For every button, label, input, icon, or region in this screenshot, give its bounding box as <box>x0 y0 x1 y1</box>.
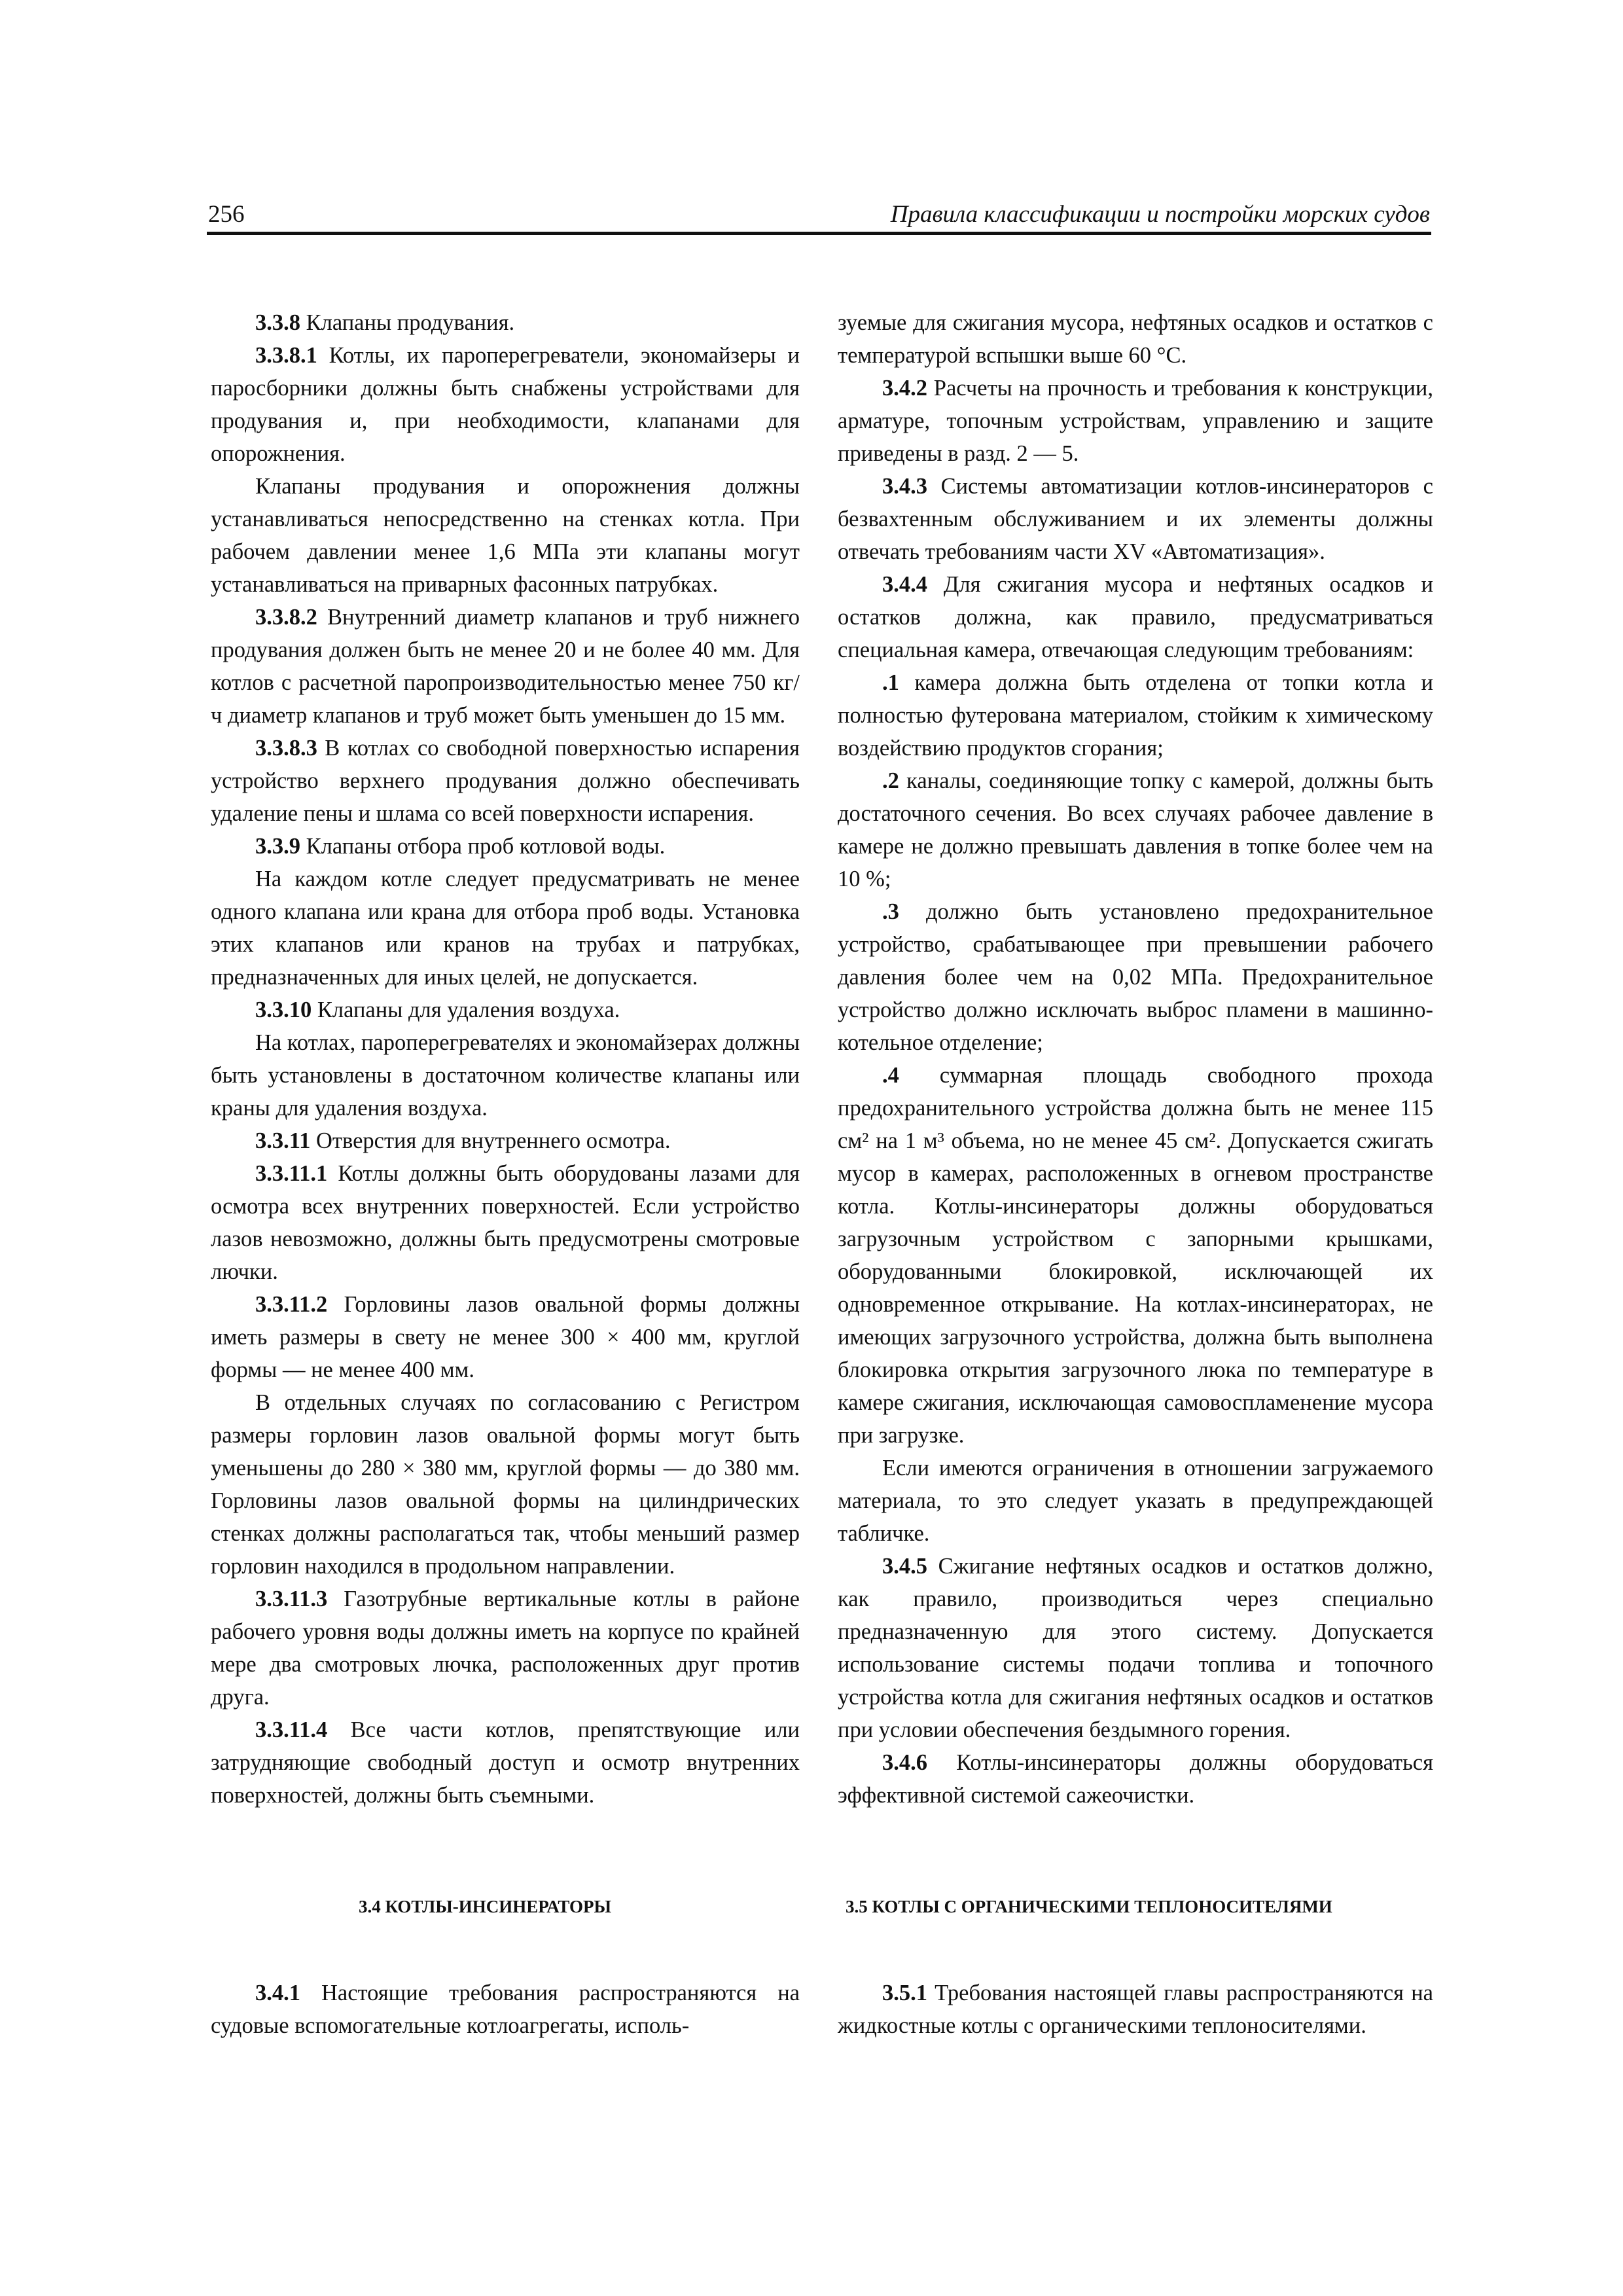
clause-text: В отдельных случаях по согласованию с Регистром размеры горловин лазов овальной формы могут быть уменьшены до 280 × 380 мм, круглой формы — до 380 мм. Горловины лазов овальной формы на цилиндрических стенках должны располагаться так, чтобы меньший размер горловин находился в продольном направлении. <box>211 1390 800 1579</box>
paragraph <box>838 470 1433 568</box>
paragraph <box>838 764 1433 895</box>
clause-text: Газотрубные вертикальные котлы в районе рабочего уровня воды должны иметь на корпусе по крайней мере два смотровых лючка, расположенных друг против друга. <box>211 1587 800 1710</box>
paragraph <box>211 863 800 994</box>
clause-number: 3.4.1 <box>255 1981 300 2005</box>
section-heading-3-4: 3.4 КОТЛЫ-ИНСИНЕРАТОРЫ <box>359 1897 612 1916</box>
left-column <box>211 306 800 1812</box>
clause-number: 3.4.2 <box>882 376 927 401</box>
clause-number: .2 <box>882 768 899 793</box>
clause-number: 3.3.8.2 <box>255 605 317 630</box>
clause-text: Котлы должны быть оборудованы лазами для осмотра всех внутренних поверхностей. Если устройство лазов невозможно, должны быть предусмотрены смотровые лючки. <box>211 1161 800 1284</box>
paragraph <box>211 830 800 863</box>
running-title: Правила классификации и постройки морских судов <box>890 201 1430 228</box>
clause-number: 3.3.11.3 <box>255 1587 328 1611</box>
clause-text: зуемые для сжигания мусора, нефтяных осадков и остатков с температурой вспышки выше 60 °С. <box>838 310 1433 368</box>
clause-text: Все части котлов, препятствующие или затрудняющие свободный доступ и осмотр внутренних поверхностей, должны быть съемными. <box>211 1717 800 1808</box>
section-3-5-text <box>838 1977 1433 2042</box>
paragraph-3-4-1 <box>211 1977 800 2042</box>
paragraph <box>838 306 1433 372</box>
clause-text: каналы, соединяющие топку с камерой, должны быть достаточного сечения. Во всех случаях рабочее давление в камере не должно превышать давления в топке более чем на 10 %; <box>838 768 1433 891</box>
clause-text: Отверстия для внутреннего осмотра. <box>310 1128 671 1153</box>
paragraph <box>211 339 800 470</box>
clause-number: 3.5.1 <box>882 1981 927 2005</box>
header-rule <box>207 232 1431 235</box>
section-heading-3-5: 3.5 КОТЛЫ С ОРГАНИЧЕСКИМИ ТЕПЛОНОСИТЕЛЯМИ <box>846 1897 1332 1916</box>
paragraph <box>211 1124 800 1157</box>
clause-text: Клапаны продувания. <box>300 310 515 335</box>
paragraph <box>838 1746 1433 1812</box>
clause-text: Системы автоматизации котлов-инсинераторов с безвахтенным обслуживанием и их элементы должны отвечать требованиям части XV «Автоматизация». <box>838 474 1433 564</box>
paragraph <box>211 1157 800 1288</box>
paragraph <box>211 1583 800 1713</box>
clause-number: 3.3.11 <box>255 1128 311 1153</box>
clause-text: В котлах со свободной поверхностью испарения устройство верхнего продувания должно обеспечивать удаление пены и шлама со всей поверхности испарения. <box>211 736 800 826</box>
paragraph <box>838 666 1433 764</box>
right-column <box>838 306 1433 1812</box>
clause-text: суммарная площадь свободного прохода предохранительного устройства должна быть не менее 115 см² на 1 м³ объема, но не менее 45 см². Допускается сжигать мусор в камерах, расположенных в огневом пространстве котла. Котлы-инсинераторы должны оборудоваться загрузочным устройством с запорными крышками, оборудованными блокировкой, исключающей их одновременное открывание. На котлах-инсинераторах, не имеющих загрузочного устройства, должна быть выполнена блокировка открытия загрузочного люка по температуре в камере сжигания, исключающая самовоспламенение мусора при загрузке. <box>838 1063 1433 1448</box>
clause-text: Если имеются ограничения в отношении загружаемого материала, то это следует указать в предупреждающей табличке. <box>838 1456 1433 1546</box>
paragraph-3-5-1 <box>838 1977 1433 2042</box>
paragraph <box>838 1059 1433 1452</box>
paragraph <box>211 1026 800 1124</box>
paragraph <box>211 994 800 1026</box>
paragraph <box>838 372 1433 470</box>
clause-number: 3.3.11.4 <box>255 1717 328 1742</box>
clause-text: Котлы-инсинераторы должны оборудоваться эффективной системой сажеочистки. <box>838 1750 1433 1808</box>
clause-text: Клапаны отбора проб котловой воды. <box>300 834 666 859</box>
clause-number: .3 <box>882 899 899 924</box>
clause-number: 3.4.6 <box>882 1750 927 1775</box>
paragraph <box>838 895 1433 1059</box>
clause-text: На каждом котле следует предусматривать не менее одного клапана или крана для отбора проб воды. Установка этих клапанов или кранов на трубах и патрубках, предназначенных для иных целей, не допускается. <box>211 867 800 990</box>
clause-text: Котлы, их пароперегреватели, экономайзеры и паросборники должны быть снабжены устройствами для продувания и, при необходимости, клапанами для опорожнения. <box>211 343 800 466</box>
clause-text: Настоящие требования распространяются на судовые вспомогательные котлоагрегаты, исполь- <box>211 1981 800 2038</box>
clause-text: Горловины лазов овальной формы должны иметь размеры в свету не менее 300 × 400 мм, круглой формы — не менее 400 мм. <box>211 1292 800 1382</box>
paragraph <box>211 732 800 830</box>
clause-number: .4 <box>882 1063 899 1088</box>
clause-text: камера должна быть отделена от топки котла и полностью футерована материалом, стойким к химическому воздействию продуктов сгорания; <box>838 670 1433 761</box>
clause-text: Внутренний диаметр клапанов и труб нижнего продувания должен быть не менее 20 и не более 40 мм. Для котлов с расчетной паропроизводительностью менее 750 кг/ч диаметр клапанов и труб может быть уменьшен до 15 мм. <box>211 605 800 728</box>
page-number: 256 <box>208 201 245 228</box>
paragraph <box>211 1288 800 1386</box>
clause-number: 3.4.5 <box>882 1554 927 1579</box>
clause-text: Требования настоящей главы распространяются на жидкостные котлы с органическими теплоносителями. <box>838 1981 1433 2038</box>
clause-number: .1 <box>882 670 899 695</box>
clause-text: Клапаны для удаления воздуха. <box>312 997 620 1022</box>
clause-number: 3.3.8 <box>255 310 300 335</box>
clause-number: 3.3.11.2 <box>255 1292 328 1317</box>
paragraph <box>211 1386 800 1583</box>
paragraph <box>211 306 800 339</box>
clause-number: 3.4.3 <box>882 474 927 499</box>
paragraph <box>838 568 1433 666</box>
clause-number: 3.3.8.3 <box>255 736 317 761</box>
clause-number: 3.3.8.1 <box>255 343 317 368</box>
paragraph <box>211 470 800 601</box>
section-3-4-text <box>211 1977 800 2042</box>
clause-number: 3.3.9 <box>255 834 300 859</box>
clause-text: Для сжигания мусора и нефтяных осадков и остатков должна, как правило, предусматриваться специальная камера, отвечающая следующим требованиям: <box>838 572 1433 662</box>
paragraph <box>838 1550 1433 1746</box>
clause-text: Клапаны продувания и опорожнения должны устанавливаться непосредственно на стенках котла. При рабочем давлении менее 1,6 МПа эти клапаны могут устанавливаться на приварных фасонных патрубках. <box>211 474 800 597</box>
clause-number: 3.4.4 <box>882 572 927 597</box>
clause-text: На котлах, пароперегревателях и экономайзерах должны быть установлены в достаточном количестве клапаны или краны для удаления воздуха. <box>211 1030 800 1121</box>
paragraph <box>838 1452 1433 1550</box>
clause-text: Расчеты на прочность и требования к конструкции, арматуре, топочным устройствам, управлению и защите приведены в разд. 2 — 5. <box>838 376 1433 466</box>
paragraph <box>211 1713 800 1812</box>
clause-text: Сжигание нефтяных осадков и остатков должно, как правило, производиться через специально предназначенную для этого систему. Допускается использование системы подачи топлива и топочного устройства котла для сжигания нефтяных осадков и остатков при условии обеспечения бездымного горения. <box>838 1554 1433 1742</box>
clause-text: должно быть установлено предохранительное устройство, срабатывающее при превышении рабочего давления более чем на 0,02 МПа. Предохранительное устройство должно исключать выброс пламени в машинно-котельное отделение; <box>838 899 1433 1055</box>
clause-number: 3.3.11.1 <box>255 1161 328 1186</box>
clause-number: 3.3.10 <box>255 997 312 1022</box>
paragraph <box>211 601 800 732</box>
